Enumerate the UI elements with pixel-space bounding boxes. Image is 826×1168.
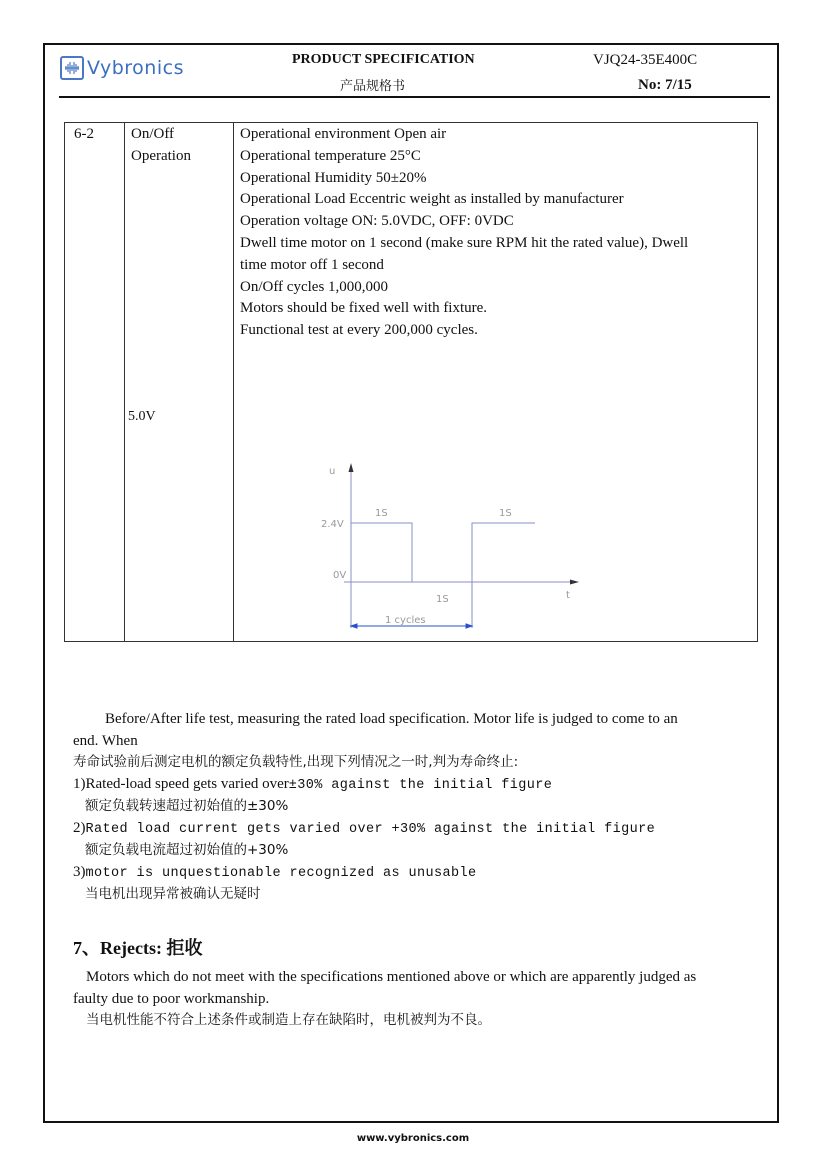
criterion-2-prefix: 2): [73, 819, 86, 836]
on-duration-label: 1S: [375, 508, 388, 519]
footer-website: www.vybronics.com: [356, 1133, 470, 1144]
logo-text: Vybronics: [87, 57, 184, 79]
condition-line: Operational Load Eccentric weight as installed by manufacturer: [240, 191, 624, 208]
condition-line: On/Off cycles 1,000,000: [240, 278, 389, 295]
on-duration-label: 1S: [499, 508, 512, 519]
life-intro-en-line1: Before/After life test, measuring the rated load specification. Motor life is judged to come to an: [105, 711, 678, 727]
y-axis-label: u: [329, 466, 336, 477]
low-level-label: 0V: [333, 570, 347, 581]
life-intro-en-line2: end. When: [73, 732, 138, 749]
criterion-1-cn: 额定负载转速超过初始值的±30%: [85, 798, 289, 814]
rejects-cn: 当电机性能不符合上述条件或制造上存在缺陷时，电机被判为不良。: [86, 1012, 491, 1028]
condition-line: Operational environment Open air: [240, 126, 447, 142]
document-title-cn: 产品规格书: [340, 79, 406, 94]
rejects-en-line2: faulty due to poor workmanship.: [73, 990, 270, 1007]
page-number: No: 7/15: [638, 77, 692, 93]
model-number: VJQ24-35E400C: [593, 52, 698, 68]
high-level-label: 2.4V: [321, 519, 344, 530]
item-number: 6-2: [74, 126, 94, 142]
life-judgement-section: [73, 709, 678, 906]
item-name-line2: Operation: [131, 147, 191, 164]
condition-line: Motors should be fixed well with fixture.: [240, 300, 488, 317]
rejects-en-line1: Motors which do not meet with the specifications mentioned above or which are apparently judged as: [86, 969, 697, 985]
condition-line: Dwell time motor on 1 second (make sure RPM hit the rated value), Dwell: [240, 234, 689, 251]
criterion-3-cn: 当电机出现异常被确认无疑时: [85, 886, 261, 902]
criterion-3-prefix: 3): [73, 863, 86, 880]
y-axis-arrow-icon: [349, 463, 354, 472]
cycle-label: 1 cycles: [385, 615, 426, 626]
item-name-line1: On/Off: [131, 126, 175, 142]
criterion-2-cn: 额定负载电流超过初始值的+30%: [85, 842, 289, 858]
criterion-1: [73, 774, 678, 797]
condition-line: Operational Humidity 50±20%: [240, 169, 427, 186]
criterion-2: [73, 818, 678, 841]
life-intro-cn: 寿命试验前后测定电机的额定负载特性,出现下列情况之一时,判为寿命终止:: [73, 754, 519, 770]
rejects-heading: 7、Rejects: 拒收: [73, 938, 203, 958]
condition-line: Operational temperature 25°C: [240, 147, 421, 164]
voltage-note: 5.0V: [128, 409, 156, 424]
criterion-3-text: motor is unquestionable recognized as unusable: [85, 865, 477, 881]
x-axis-label: t: [566, 590, 570, 601]
x-axis-arrow-icon: [570, 580, 579, 585]
condition-line: time motor off 1 second: [240, 256, 384, 273]
criterion-3: [73, 862, 678, 885]
condition-line: Operation voltage ON: 5.0VDC, OFF: 0VDC: [240, 213, 514, 230]
rejects-section: [73, 967, 696, 1032]
off-duration-label: 1S: [436, 594, 449, 605]
criterion-1-prefix: 1)Rated-load speed gets varied over: [73, 775, 289, 792]
criterion-2-text: Rated load current gets varied over +30% against the initial figure: [85, 821, 656, 837]
document-title: PRODUCT SPECIFICATION: [292, 52, 475, 67]
criterion-1-text: ±30% against the initial figure: [288, 777, 553, 793]
condition-line: Functional test at every 200,000 cycles.: [240, 322, 478, 339]
